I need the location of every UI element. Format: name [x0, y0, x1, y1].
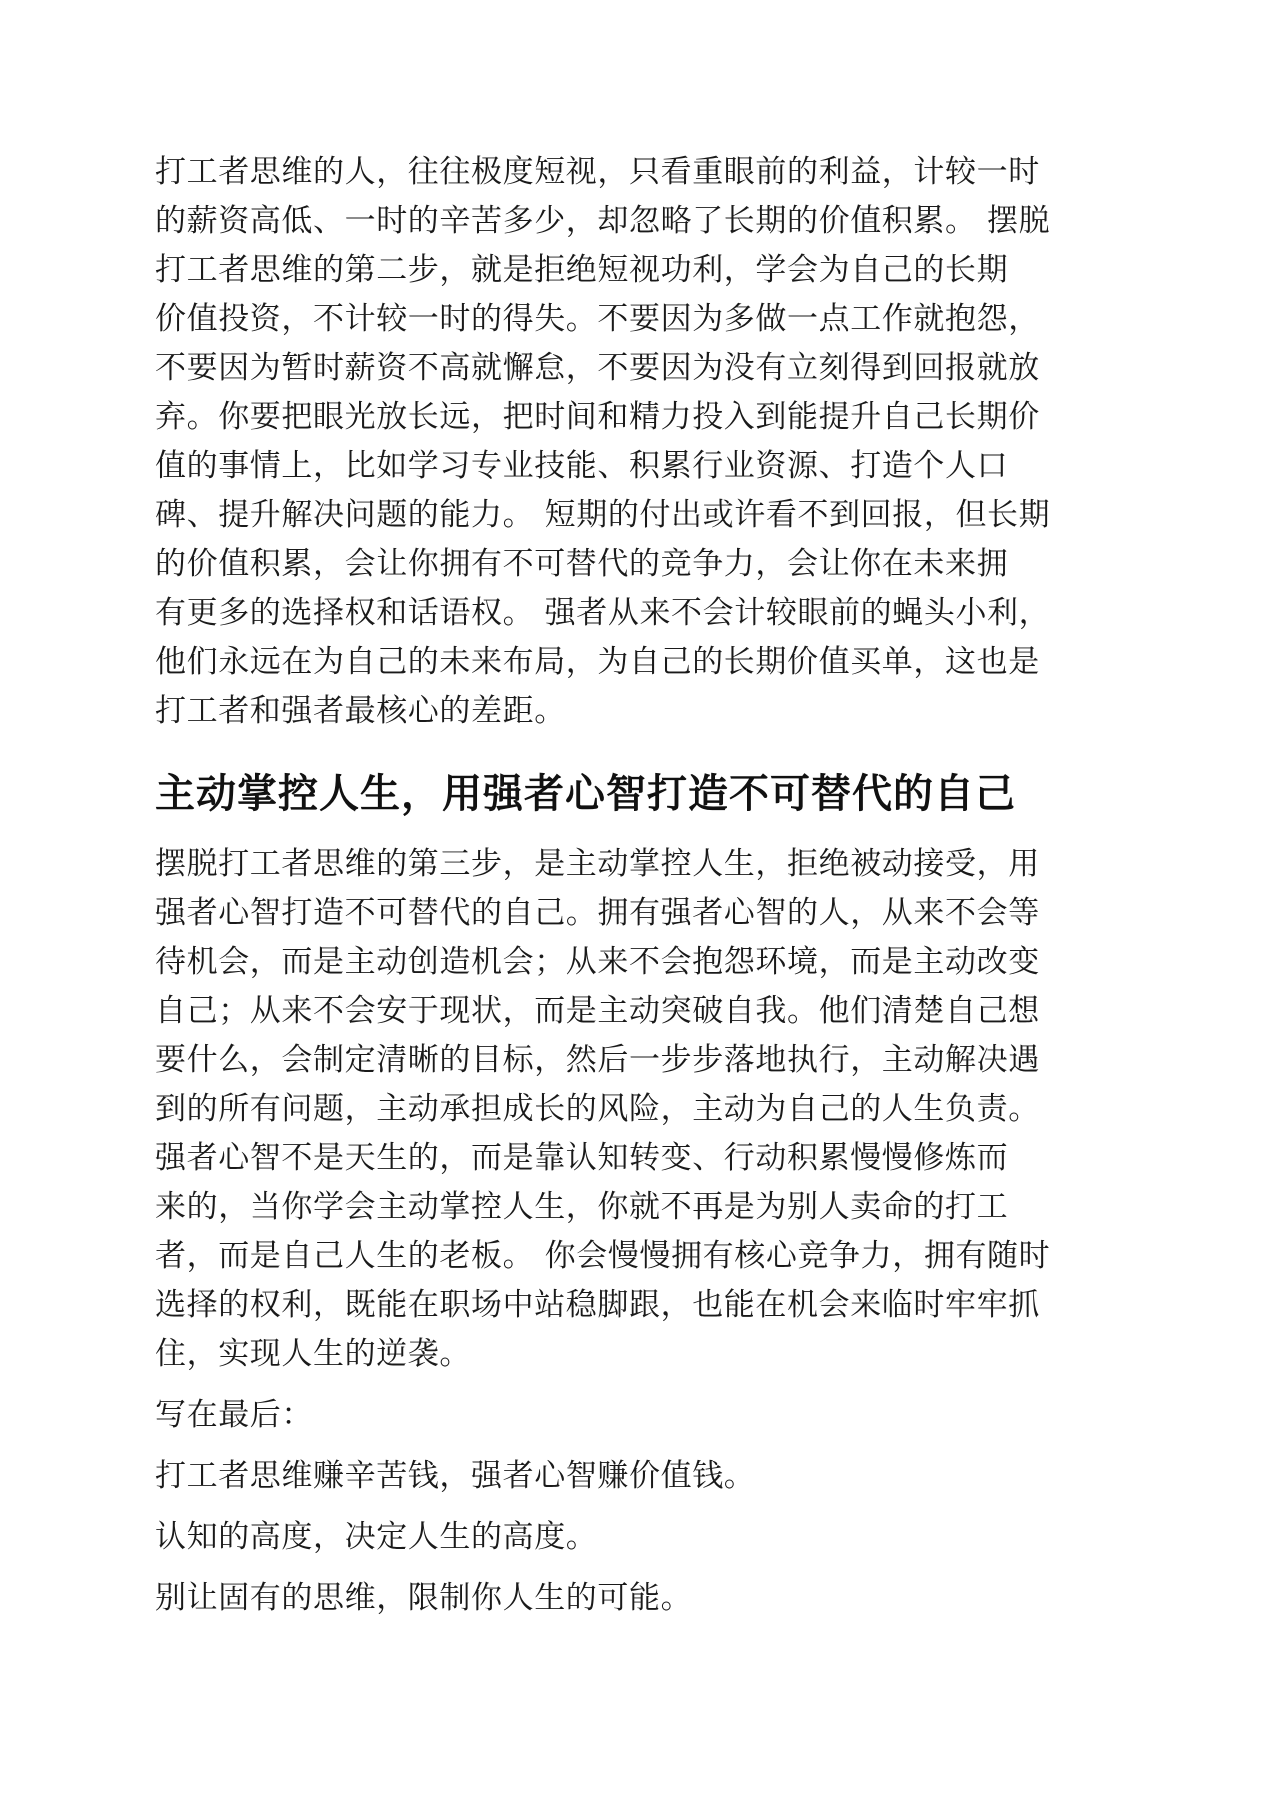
- text-line: 强者心智打造不可替代的自己。拥有强者心智的人，从来不会等: [155, 895, 1040, 931]
- paragraph-short-term-thinking: [155, 148, 1130, 736]
- closing-line: 打工者思维赚辛苦钱，强者心智赚价值钱。: [155, 1458, 756, 1494]
- text-line: 住，实现人生的逆袭。: [155, 1336, 471, 1372]
- closing-line: 认知的高度，决定人生的高度。: [155, 1519, 598, 1555]
- text-line: 他们永远在为自己的未来布局，为自己的长期价值买单，这也是: [155, 644, 1040, 680]
- text-line: 来的，当你学会主动掌控人生，你就不再是为别人卖命的打工: [155, 1189, 1009, 1225]
- section-heading: 主动掌控人生，用强者心智打造不可替代的自己: [155, 771, 1016, 817]
- article-page: [155, 148, 1130, 1623]
- text-line: 的价值积累，会让你拥有不可替代的竞争力，会让你在未来拥: [155, 546, 1009, 582]
- text-line: 摆脱打工者思维的第三步，是主动掌控人生，拒绝被动接受，用: [155, 846, 1040, 882]
- text-line: 打工者和强者最核心的差距。: [155, 693, 566, 729]
- closing-intro: 写在最后：: [155, 1397, 313, 1433]
- text-line: 自己；从来不会安于现状，而是主动突破自我。他们清楚自己想: [155, 993, 1040, 1029]
- text-line: 待机会，而是主动创造机会；从来不会抱怨环境，而是主动改变: [155, 944, 1040, 980]
- text-line: 价值投资，不计较一时的得失。不要因为多做一点工作就抱怨，: [155, 301, 1040, 337]
- text-line: 碑、提升解决问题的能力。 短期的付出或许看不到回报，但长期: [155, 497, 1051, 533]
- text-line: 者，而是自己人生的老板。 你会慢慢拥有核心竞争力，拥有随时: [155, 1238, 1051, 1274]
- text-line: 强者心智不是天生的，而是靠认知转变、行动积累慢慢修炼而: [155, 1140, 1009, 1176]
- text-line: 要什么，会制定清晰的目标，然后一步步落地执行，主动解决遇: [155, 1042, 1040, 1078]
- text-line: 有更多的选择权和话语权。 强者从来不会计较眼前的蝇头小利，: [155, 595, 1051, 631]
- text-line: 弃。你要把眼光放长远，把时间和精力投入到能提升自己长期价: [155, 399, 1040, 435]
- text-line: 值的事情上，比如学习专业技能、积累行业资源、打造个人口: [155, 448, 1009, 484]
- paragraph-take-control: [155, 840, 1130, 1379]
- closing-line: 别让固有的思维，限制你人生的可能。: [155, 1580, 693, 1616]
- text-line: 选择的权利，既能在职场中站稳脚跟，也能在机会来临时牢牢抓: [155, 1287, 1040, 1323]
- text-line: 打工者思维的第二步，就是拒绝短视功利，学会为自己的长期: [155, 252, 1009, 288]
- text-line: 打工者思维的人，往往极度短视，只看重眼前的利益，计较一时: [155, 154, 1040, 190]
- text-line: 的薪资高低、一时的辛苦多少，却忽略了长期的价值积累。 摆脱: [155, 203, 1051, 239]
- text-line: 不要因为暂时薪资不高就懈怠，不要因为没有立刻得到回报就放: [155, 350, 1040, 386]
- text-line: 到的所有问题，主动承担成长的风险，主动为自己的人生负责。: [155, 1091, 1040, 1127]
